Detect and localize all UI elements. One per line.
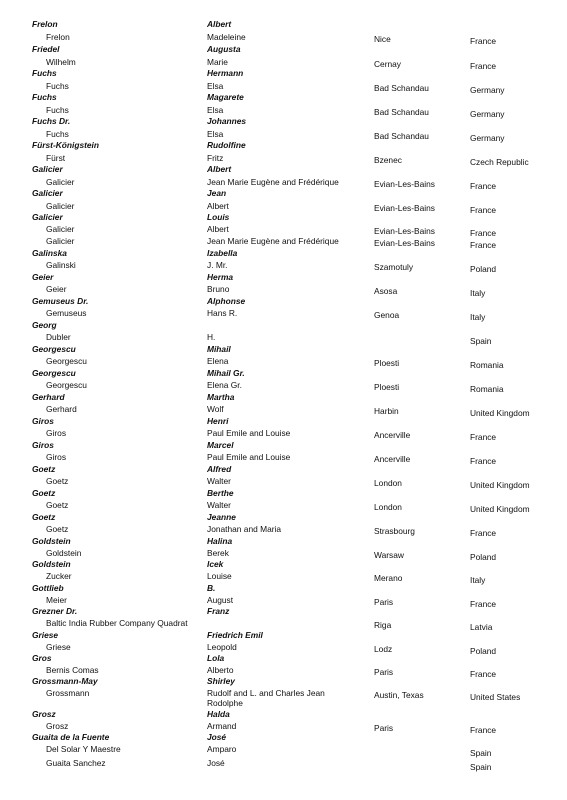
entry-name: Fürst [46,153,66,163]
entry-city: Paris [374,723,394,733]
entry-city: London [374,478,402,488]
entry-city: Ancerville [374,430,411,440]
record-given-name: José [207,732,227,742]
entry-city: Harbin [374,406,399,416]
record-surname: Giros [32,440,54,450]
record-surname: Goldstein [32,536,71,546]
entry-country: France [470,599,497,609]
record-given-name: Friedrich Emil [207,630,263,640]
entry-given-name: Elena [207,356,229,366]
record-given-name: Martha [207,392,235,402]
entry-country: Romania [470,384,504,394]
entry-city: Asosa [374,286,398,296]
record-given-name: Henri [207,416,229,426]
entry-country: France [470,36,497,46]
entry-name: Goetz [46,524,69,534]
entry-given-name: Amparo [207,744,237,754]
entry-country: France [470,725,497,735]
entry-given-name: H. [207,332,216,342]
entry-country: France [470,240,497,250]
record-given-name: Magarete [207,92,244,102]
entry-name: Wilhelm [46,57,76,67]
record-given-name: Icek [207,559,224,569]
entry-country: United States [470,692,521,702]
entry-name: Del Solar Y Maestre [46,744,121,754]
record-given-name: Halda [207,709,230,719]
entry-country: Spain [470,336,492,346]
record-surname: Fuchs Dr. [32,116,71,126]
record-given-name: B. [207,583,216,593]
entry-country: France [470,432,497,442]
record-surname: Frelon [32,19,58,29]
entry-name: Giros [46,452,67,462]
entry-city: Bad Schandau [374,83,429,93]
entry-given-name: Walter [207,500,231,510]
entry-name: Georgescu [46,380,87,390]
entry-given-name: Elsa [207,81,224,91]
record-given-name: Alfred [207,464,232,474]
entry-city: Strasbourg [374,526,415,536]
record-given-name: Berthe [207,488,234,498]
entry-country: France [470,181,497,191]
entry-name: Galicier [46,236,75,246]
entry-city: Paris [374,597,394,607]
entry-name: Galicier [46,201,75,211]
entry-city: Ancerville [374,454,411,464]
entry-given-name: Albert [207,201,229,211]
entry-country: Italy [470,312,486,322]
entry-name: Gerhard [46,404,77,414]
entry-country: Italy [470,575,486,585]
entry-given-name-cont: Rodolphe [207,698,243,708]
entry-city: Austin, Texas [374,690,424,700]
entry-name: Georgescu [46,356,87,366]
entry-name: Grossmann [46,688,90,698]
entry-city: Merano [374,573,403,583]
entry-name: Dubler [46,332,71,342]
entry-given-name: Rudolf and L. and Charles Jean [207,688,325,698]
record-given-name: Halina [207,536,233,546]
entry-name: Fuchs [46,81,69,91]
record-surname: Fuchs [32,68,57,78]
entry-given-name: August [207,595,234,605]
entry-given-name: J. Mr. [207,260,228,270]
record-given-name: Jeanne [207,512,236,522]
entry-name: Goetz [46,500,69,510]
entry-country: Germany [470,85,505,95]
entry-country: United Kingdom [470,408,530,418]
entry-country: Spain [470,762,492,772]
entry-given-name: Louise [207,571,232,581]
record-surname: Geier [32,272,54,282]
entry-given-name: Fritz [207,153,224,163]
record-surname: Georg [32,320,57,330]
record-surname: Galicier [32,188,63,198]
record-surname: Fuchs [32,92,57,102]
entry-given-name: Marie [207,57,228,67]
entry-given-name: Paul Emile and Louise [207,452,291,462]
entry-name: Grosz [46,721,69,731]
entry-city: Cernay [374,59,401,69]
record-given-name: Johannes [207,116,247,126]
entry-country: France [470,528,497,538]
entry-name: Galinski [46,260,76,270]
entry-country: Romania [470,360,504,370]
entry-city: Evian-Les-Bains [374,179,435,189]
entry-given-name: Hans R. [207,308,238,318]
entry-given-name: Elsa [207,105,224,115]
entry-city: Evian-Les-Bains [374,226,435,236]
record-given-name: Jean [207,188,227,198]
entry-country: Poland [470,264,497,274]
entry-country: Italy [470,288,486,298]
record-surname: Galicier [32,212,63,222]
entry-country: Czech Republic [470,157,529,167]
entry-given-name: Jean Marie Eugène and Frédérique [207,177,339,187]
entry-country: France [470,205,497,215]
entry-name: Geier [46,284,67,294]
record-surname: Galinska [32,248,67,258]
record-surname: Gerhard [32,392,65,402]
entry-name: Giros [46,428,67,438]
record-given-name: Shirley [207,676,235,686]
entry-city: Szamotuly [374,262,414,272]
entry-name: Fuchs [46,129,69,139]
entry-country: France [470,456,497,466]
entry-given-name: José [207,758,225,768]
record-surname: Goetz [32,512,56,522]
entry-name: Bernis Comas [46,665,99,675]
entry-name: Meier [46,595,67,605]
record-given-name: Lola [207,653,225,663]
entry-given-name: Elena Gr. [207,380,242,390]
entry-given-name: Wolf [207,404,224,414]
entry-country: United Kingdom [470,480,530,490]
entry-given-name: Jean Marie Eugène and Frédérique [207,236,339,246]
entry-country: Poland [470,552,497,562]
entry-city: Bad Schandau [374,131,429,141]
record-surname: Galicier [32,164,63,174]
record-given-name: Hermann [207,68,244,78]
entry-given-name: Madeleine [207,32,246,42]
entry-city: Paris [374,667,394,677]
record-given-name: Herma [207,272,234,282]
entry-name: Goetz [46,476,69,486]
record-given-name: Albert [207,19,232,29]
entry-country: Germany [470,133,505,143]
entry-name: Zucker [46,571,72,581]
record-given-name: Rudolfine [207,140,246,150]
record-surname: Goetz [32,464,56,474]
entry-country: United Kingdom [470,504,530,514]
record-given-name: Albert [207,164,232,174]
entry-city: Ploesti [374,358,400,368]
entry-given-name: Armand [207,721,237,731]
entry-city: Riga [374,620,392,630]
entry-country: France [470,669,497,679]
entry-given-name: Leopold [207,642,237,652]
record-surname: Gros [32,653,52,663]
entry-country: France [470,228,497,238]
record-surname: Georgescu [32,344,76,354]
record-surname: Gottlieb [32,583,64,593]
record-surname: Goetz [32,488,56,498]
record-surname: Fürst-Königstein [32,140,99,150]
record-surname: Grezner Dr. [32,606,78,616]
entry-given-name: Alberto [207,665,234,675]
entry-city: Warsaw [374,550,404,560]
entry-given-name: Bruno [207,284,230,294]
entry-country: France [470,61,497,71]
entry-given-name: Berek [207,548,229,558]
record-surname: Georgescu [32,368,76,378]
entry-name: Fuchs [46,105,69,115]
entry-city: London [374,502,402,512]
record-given-name: Marcel [207,440,234,450]
entry-given-name: Jonathan and Maria [207,524,282,534]
entry-given-name: Walter [207,476,231,486]
entry-city: Genoa [374,310,400,320]
record-given-name: Augusta [207,44,241,54]
entry-name: Galicier [46,224,75,234]
record-given-name: Izabella [207,248,238,258]
entry-city: Bzenec [374,155,402,165]
record-surname: Grosz [32,709,56,719]
record-given-name: Mihail Gr. [207,368,245,378]
entry-city: Lodz [374,644,393,654]
record-surname: Gemuseus Dr. [32,296,89,306]
entry-given-name: Paul Emile and Louise [207,428,291,438]
entry-city: Nice [374,34,391,44]
entry-given-name: Albert [207,224,229,234]
entry-name: Goldstein [46,548,82,558]
entry-city: Bad Schandau [374,107,429,117]
record-surname: Griese [32,630,59,640]
record-given-name: Alphonse [207,296,246,306]
record-surname: Goldstein [32,559,71,569]
record-given-name: Franz [207,606,230,616]
record-surname: Friedel [32,44,60,54]
record-given-name: Mihail [207,344,231,354]
entry-given-name: Elsa [207,129,224,139]
entry-name: Galicier [46,177,75,187]
entry-country: Spain [470,748,492,758]
entry-name: Baltic India Rubber Company Quadrat [46,618,188,628]
entry-name: Guaita Sanchez [46,758,106,768]
entry-city: Evian-Les-Bains [374,203,435,213]
record-given-name: Louis [207,212,230,222]
record-surname: Grossmann-May [32,676,98,686]
entry-city: Evian-Les-Bains [374,238,435,248]
record-surname: Guaita de la Fuente [32,732,110,742]
entry-name: Frelon [46,32,70,42]
entry-country: Germany [470,109,505,119]
entry-name: Gemuseus [46,308,87,318]
entry-country: Poland [470,646,497,656]
record-surname: Giros [32,416,54,426]
entry-city: Ploesti [374,382,400,392]
entry-name: Griese [46,642,71,652]
entry-country: Latvia [470,622,493,632]
